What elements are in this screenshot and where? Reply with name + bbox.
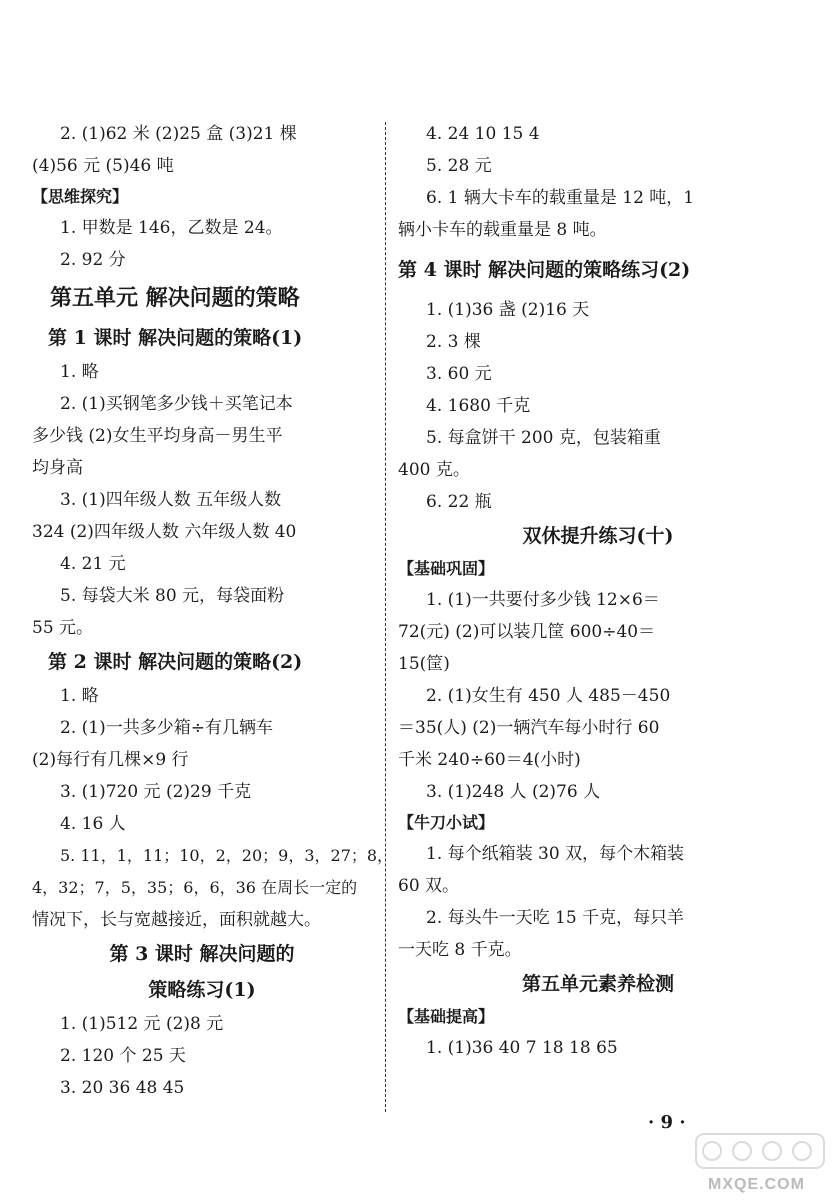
answer-line: 多少钱 (2)女生平均身高－男生平 (32, 426, 283, 446)
answer-line: 72(元) (2)可以装几筐 600÷40＝ (398, 622, 656, 642)
answer-line: 2. (1)女生有 450 人 485－450 (426, 686, 671, 706)
answer-line: 5. 每袋大米 80 元，每袋面粉 (60, 586, 285, 606)
answer-line: 3. (1)四年级人数 五年级人数 (60, 490, 282, 510)
section-label: 【牛刀小试】 (398, 813, 495, 832)
watermark-text: MXQE.COM (708, 1176, 805, 1193)
answer-line: 2. 每头牛一天吃 15 千克，每只羊 (426, 908, 685, 928)
answer-line: 均身高 (32, 458, 83, 478)
answer-line: 324 (2)四年级人数 六年级人数 40 (32, 522, 297, 542)
answer-line: 2. (1)买钢笔多少钱＋买笔记本 (60, 394, 293, 414)
answer-line: 55 元。 (32, 618, 94, 638)
answer-line: 1. (1)一共要付多少钱 12×6＝ (426, 590, 660, 610)
answer-line: 3. 20 36 48 45 (60, 1078, 185, 1098)
answer-line: 15(筐) (398, 654, 450, 674)
answer-line: 情况下，长与宽越接近，面积就越大。 (32, 910, 321, 930)
answer-line: 一天吃 8 千克。 (398, 940, 522, 960)
answer-line: 4. 21 元 (60, 554, 126, 574)
answer-line: (2)每行有几棵×9 行 (32, 750, 189, 770)
left-column (32, 118, 394, 1104)
answer-line: 5. 每盒饼干 200 克，包装箱重 (426, 428, 661, 448)
section-label: 【基础提高】 (398, 1007, 495, 1026)
answer-line: 2. 3 棵 (426, 332, 481, 352)
lesson-title: 第 4 课时 解决问题的策略练习(2) (398, 259, 691, 281)
right-column (398, 118, 798, 1064)
answer-line: 6. 1 辆大卡车的载重量是 12 吨，1 (426, 188, 695, 208)
answer-line: 1. 每个纸箱装 30 双，每个木箱装 (426, 844, 685, 864)
answer-line: 60 双。 (398, 876, 460, 896)
answer-line: 4，32；7，5，35；6，6，36 在周长一定的 (32, 878, 358, 897)
answer-line: 2. 92 分 (60, 250, 126, 270)
answer-line: 5. 28 元 (426, 156, 492, 176)
section-title: 第五单元素养检测 (521, 973, 674, 995)
section-label: 【基础巩固】 (398, 559, 495, 578)
answer-line: 2. (1)一共多少箱÷有几辆车 (60, 718, 273, 738)
answer-line: 4. 1680 千克 (426, 396, 531, 416)
answer-line: (4)56 元 (5)46 吨 (32, 156, 174, 176)
answer-line: 2. (1)62 米 (2)25 盒 (3)21 棵 (60, 124, 297, 144)
answer-line: 1. (1)36 40 7 18 18 65 (426, 1038, 618, 1058)
answer-line: 5. 11，1，11；10，2，20；9，3，27；8， (60, 846, 394, 865)
answer-line: 1. (1)512 元 (2)8 元 (60, 1014, 224, 1034)
answer-line: 6. 22 瓶 (426, 492, 492, 512)
answer-line: 1. 甲数是 146，乙数是 24。 (60, 218, 283, 238)
page-number: · 9 · (648, 1112, 686, 1133)
section-title: 双休提升练习(十) (522, 525, 674, 547)
answer-line: 4. 16 人 (60, 814, 126, 834)
lesson-title: 第 1 课时 解决问题的策略(1) (48, 327, 303, 349)
lesson-title-cont: 策略练习(1) (148, 979, 256, 1001)
answer-line: 1. 略 (60, 362, 99, 382)
answer-line: 2. 120 个 25 天 (60, 1046, 186, 1066)
answer-line: 3. (1)248 人 (2)76 人 (426, 782, 601, 802)
lesson-title: 第 2 课时 解决问题的策略(2) (48, 651, 303, 673)
answer-line: 3. 60 元 (426, 364, 492, 384)
answer-line: 1. (1)36 盏 (2)16 天 (426, 300, 590, 320)
answer-line: 1. 略 (60, 686, 99, 706)
answer-line: 千米 240÷60＝4(小时) (398, 750, 581, 770)
lesson-title: 第 3 课时 解决问题的 (109, 943, 295, 965)
answer-line: 辆小卡车的载重量是 8 吨。 (398, 220, 607, 240)
answer-line: 4. 24 10 15 4 (426, 124, 540, 144)
unit-title: 第五单元 解决问题的策略 (50, 285, 300, 311)
answer-line: ＝35(人) (2)一辆汽车每小时行 60 (398, 718, 660, 738)
column-divider (385, 122, 386, 1112)
section-label: 【思维探究】 (32, 187, 129, 206)
answer-line: 3. (1)720 元 (2)29 千克 (60, 782, 252, 802)
answer-line: 400 克。 (398, 460, 470, 480)
